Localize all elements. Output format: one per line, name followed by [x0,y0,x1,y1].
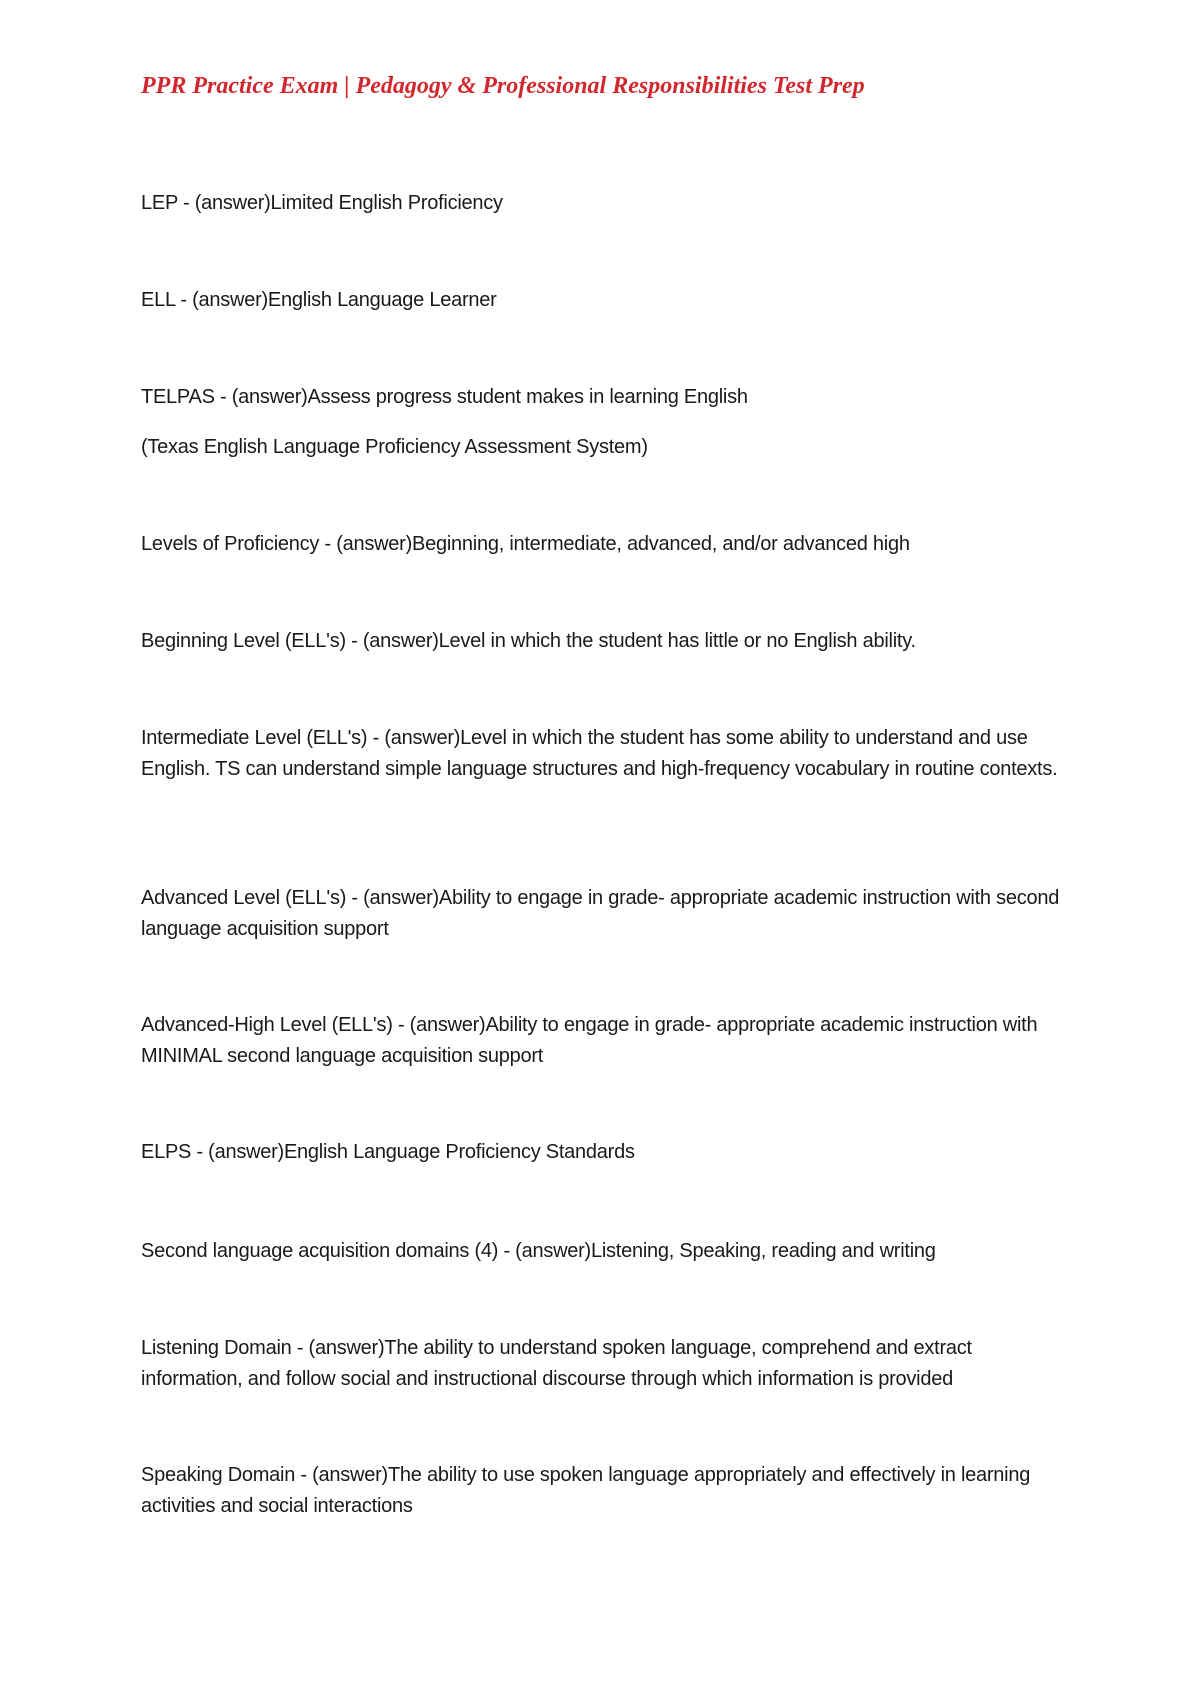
entry-intermediate-level: Intermediate Level (ELL's) - (answer)Level in which the student has some ability to understand and use English. TS can understand simple language structures and high-frequency vocabulary in routine contexts. [141,727,1058,780]
entry-advanced-level: Advanced Level (ELL's) - (answer)Ability to engage in grade- appropriate academic instruction with second language acquisition support [141,887,1060,940]
entry-telpas-extra: (Texas English Language Proficiency Assessment System) [141,436,648,458]
entry-beginning-level: Beginning Level (ELL's) - (answer)Level in which the student has little or no English ability. [141,630,916,652]
entry-elps: ELPS - (answer)English Language Proficiency Standards [141,1141,635,1163]
entry-telpas-text: TELPAS - (answer)Assess progress student makes in learning English [141,386,748,408]
entry-advanced-high-level: Advanced-High Level (ELL's) - (answer)Ability to engage in grade- appropriate academic instruction with MINIMAL second language acquisition support [141,1014,1038,1067]
page-title: PPR Practice Exam | Pedagogy & Professional Responsibilities Test Prep [141,73,865,99]
entry-sla-domains: Second language acquisition domains (4) - (answer)Listening, Speaking, reading and writing [141,1240,936,1262]
entry-telpas [141,382,1071,463]
entry-ell: ELL - (answer)English Language Learner [141,289,497,311]
entry-listening-domain: Listening Domain - (answer)The ability to understand spoken language, comprehend and extract information, and follow social and instructional discourse through which information is provided [141,1337,972,1390]
entry-levels-of-proficiency: Levels of Proficiency - (answer)Beginning, intermediate, advanced, and/or advanced high [141,533,910,555]
entry-speaking-domain: Speaking Domain - (answer)The ability to use spoken language appropriately and effectively in learning activities and social interactions [141,1464,1031,1517]
entry-lep: LEP - (answer)Limited English Proficiency [141,192,503,214]
